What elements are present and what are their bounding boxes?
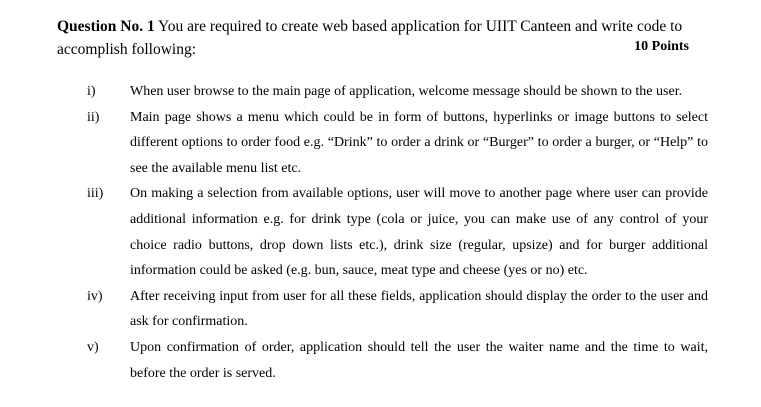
- question-heading: [57, 15, 717, 61]
- item-text: After receiving input from user for all these fields, application should display the order to the user and ask for confirmation.: [130, 288, 708, 330]
- points-label: 10 Points: [634, 39, 689, 54]
- item-text: On making a selection from available options, user will move to another page where user can provide additional information e.g. for drink type (cola or juice, you can make use of any control of your choice radio buttons, drop down lists etc.), drink size (regular, upsize) and for burger additional information could be asked (e.g. bun, sauce, meat type and cheese (yes or no) etc.: [130, 186, 708, 279]
- list-item: [0, 79, 761, 105]
- list-item: [0, 181, 761, 283]
- item-number: i): [87, 84, 96, 99]
- item-number: iv): [87, 288, 103, 304]
- item-text: Main page shows a menu which could be in form of buttons, hyperlinks or image buttons to select different options to order food e.g. “Drink” to order a drink or “Burger” to order a burger, or “Help” to see the available menu list etc.: [130, 109, 708, 176]
- requirement-list: [0, 79, 761, 386]
- item-text: When user browse to the main page of application, welcome message should be shown to the user.: [130, 84, 683, 99]
- question-text: You are required to create web based application for UIIT Canteen and write code to accomplish following:: [57, 18, 683, 58]
- item-text: Upon confirmation of order, application should tell the user the waiter name and the time to wait, before the order is served.: [130, 339, 708, 381]
- list-item: [0, 335, 761, 386]
- question-label: Question No. 1: [57, 18, 155, 35]
- item-number: ii): [87, 109, 100, 125]
- item-number: v): [87, 339, 99, 355]
- list-item: [0, 105, 761, 182]
- item-number: iii): [87, 186, 104, 202]
- list-item: [0, 284, 761, 335]
